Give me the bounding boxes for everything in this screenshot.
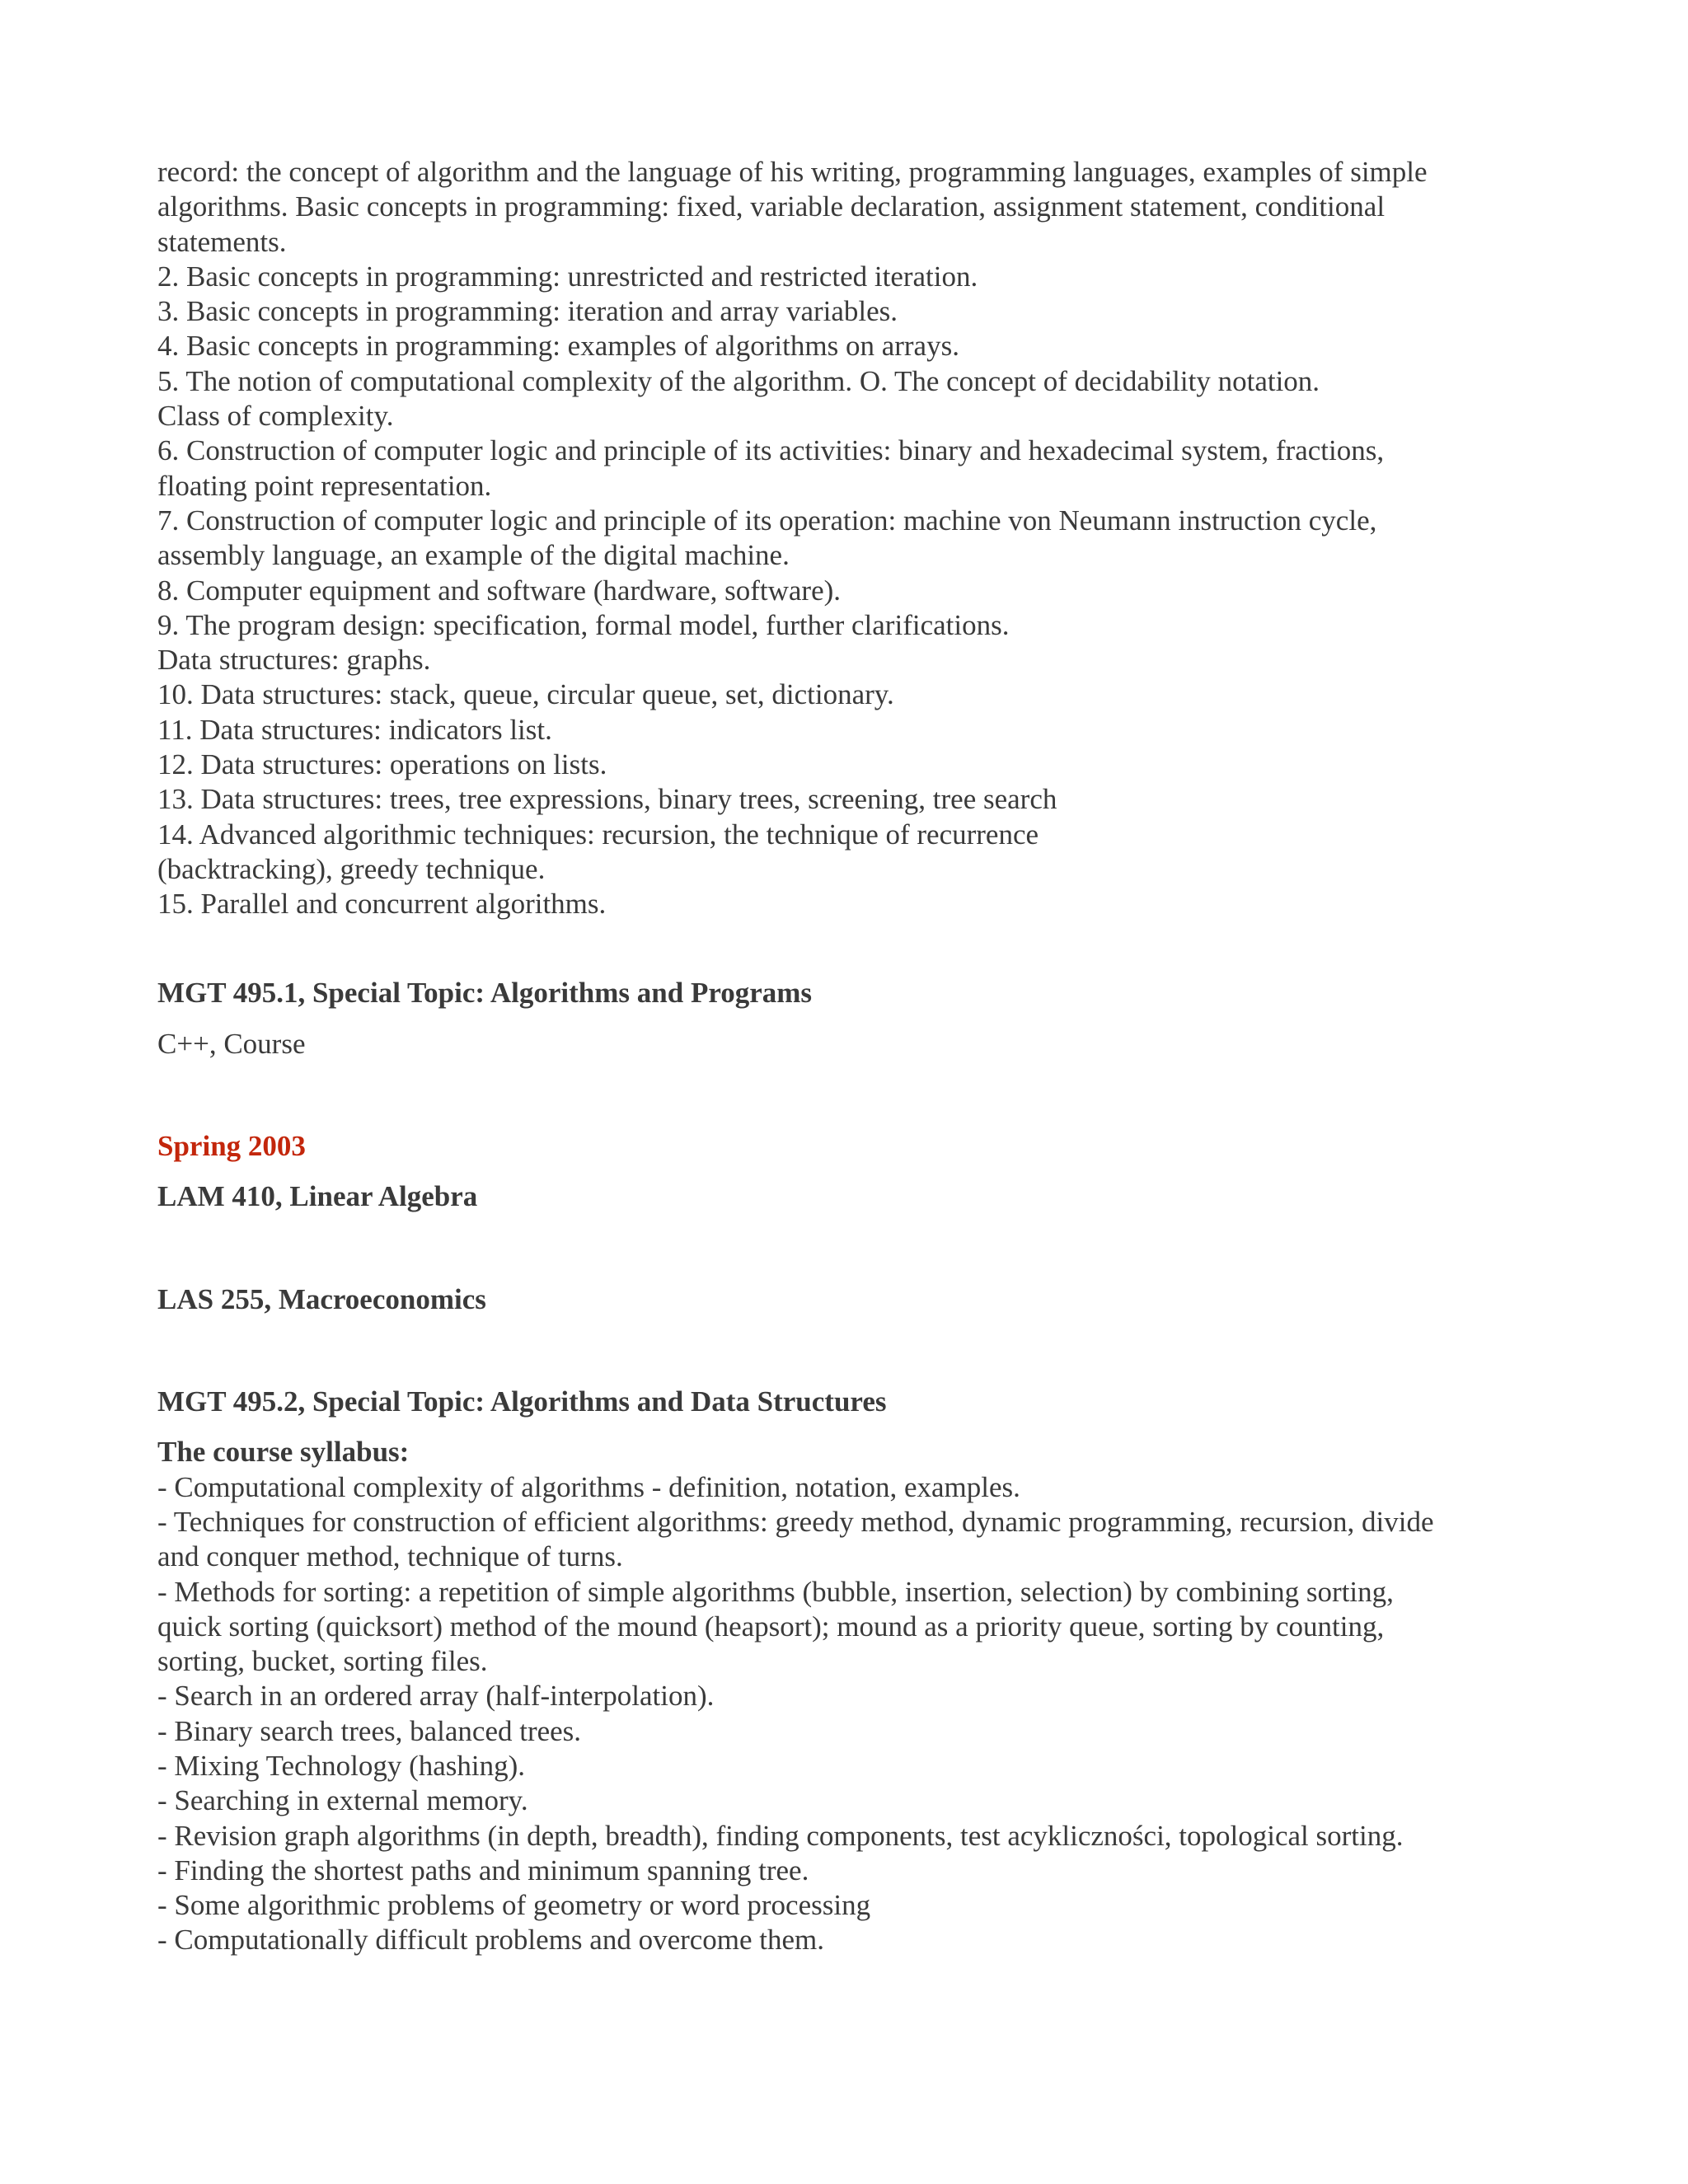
course-title: LAM 410, Linear Algebra [157,1180,478,1213]
topic-line: floating point representation. [157,469,492,502]
syllabus-line: - Binary search trees, balanced trees. [157,1714,582,1747]
syllabus-line: - Searching in external memory. [157,1784,528,1817]
topic-line: 14. Advanced algorithmic techniques: recursion, the technique of recurrence [157,818,1039,851]
course-title: LAS 255, Macroeconomics [157,1282,486,1315]
syllabus-line: quick sorting (quicksort) method of the mound (heapsort); mound as a priority queue, sorting by counting, [157,1610,1385,1643]
document-page [157,155,1559,1958]
topic-line: record: the concept of algorithm and the language of his writing, programming languages, examples of simple [157,156,1428,188]
topic-line: Data structures: graphs. [157,644,431,677]
topic-line: 3. Basic concepts in programming: iteration and array variables. [157,295,898,328]
topic-line: 12. Data structures: operations on lists. [157,748,607,781]
syllabus-line: - Finding the shortest paths and minimum spanning tree. [157,1854,809,1886]
course-lam-410 [157,1179,1559,1214]
syllabus-line: - Techniques for construction of efficient algorithms: greedy method, dynamic programming, recursion, divide [157,1505,1434,1538]
course-title: MGT 495.1, Special Topic: Algorithms and Programs [157,976,813,1009]
topic-line: assembly language, an example of the digital machine. [157,539,790,572]
topic-line: 9. The program design: specification, formal model, further clarifications. [157,608,1010,641]
syllabus-heading: The course syllabus: [157,1436,410,1469]
course-mgt-495-1 [157,976,1559,1062]
course-las-255 [157,1282,1559,1317]
topic-line: 6. Construction of computer logic and principle of its activities: binary and hexadecimal system, fractions, [157,434,1385,467]
topic-line: Class of complexity. [157,400,394,433]
course-mgt-495-2 [157,1385,1559,1958]
topic-line: 15. Parallel and concurrent algorithms. [157,888,607,921]
course-note: C++, Course [157,1027,306,1060]
topic-line: statements. [157,225,287,258]
syllabus-line: - Search in an ordered array (half-interpolation). [157,1680,715,1713]
syllabus-line: and conquer method, technique of turns. [157,1540,623,1573]
topic-line: 5. The notion of computational complexity of the algorithm. O. The concept of decidability notation. [157,364,1320,397]
syllabus-line: - Mixing Technology (hashing). [157,1749,526,1782]
syllabus-line: - Some algorithmic problems of geometry or word processing [157,1889,871,1922]
topic-line: 4. Basic concepts in programming: examples of algorithms on arrays. [157,330,959,363]
topic-line: 10. Data structures: stack, queue, circular queue, set, dictionary. [157,678,894,711]
topic-line: (backtracking), greedy technique. [157,852,546,885]
syllabus-line: - Revision graph algorithms (in depth, breadth), finding components, test acykliczności, topological sorting. [157,1819,1404,1852]
topic-line: algorithms. Basic concepts in programming: fixed, variable declaration, assignment statement, conditional [157,190,1386,223]
topic-line: 11. Data structures: indicators list. [157,713,552,746]
syllabus-list [157,1470,1559,1958]
topic-line: 8. Computer equipment and software (hardware, software). [157,574,842,607]
syllabus-line: - Computational complexity of algorithms - definition, notation, examples. [157,1470,1020,1503]
syllabus-line: sorting, bucket, sorting files. [157,1645,488,1678]
syllabus-line: - Computationally difficult problems and overcome them. [157,1924,825,1957]
topic-line: 2. Basic concepts in programming: unrestricted and restricted iteration. [157,260,978,293]
topic-line: 13. Data structures: trees, tree expressions, binary trees, screening, tree search [157,783,1057,816]
semester-heading: Spring 2003 [157,1130,306,1163]
syllabus-line: - Methods for sorting: a repetition of simple algorithms (bubble, insertion, selection) by combining sorting, [157,1575,1394,1608]
course-title: MGT 495.2, Special Topic: Algorithms and Data Structures [157,1385,887,1418]
topic-line: 7. Construction of computer logic and principle of its operation: machine von Neumann instruction cycle, [157,504,1377,537]
course-topics-list [157,155,1559,922]
